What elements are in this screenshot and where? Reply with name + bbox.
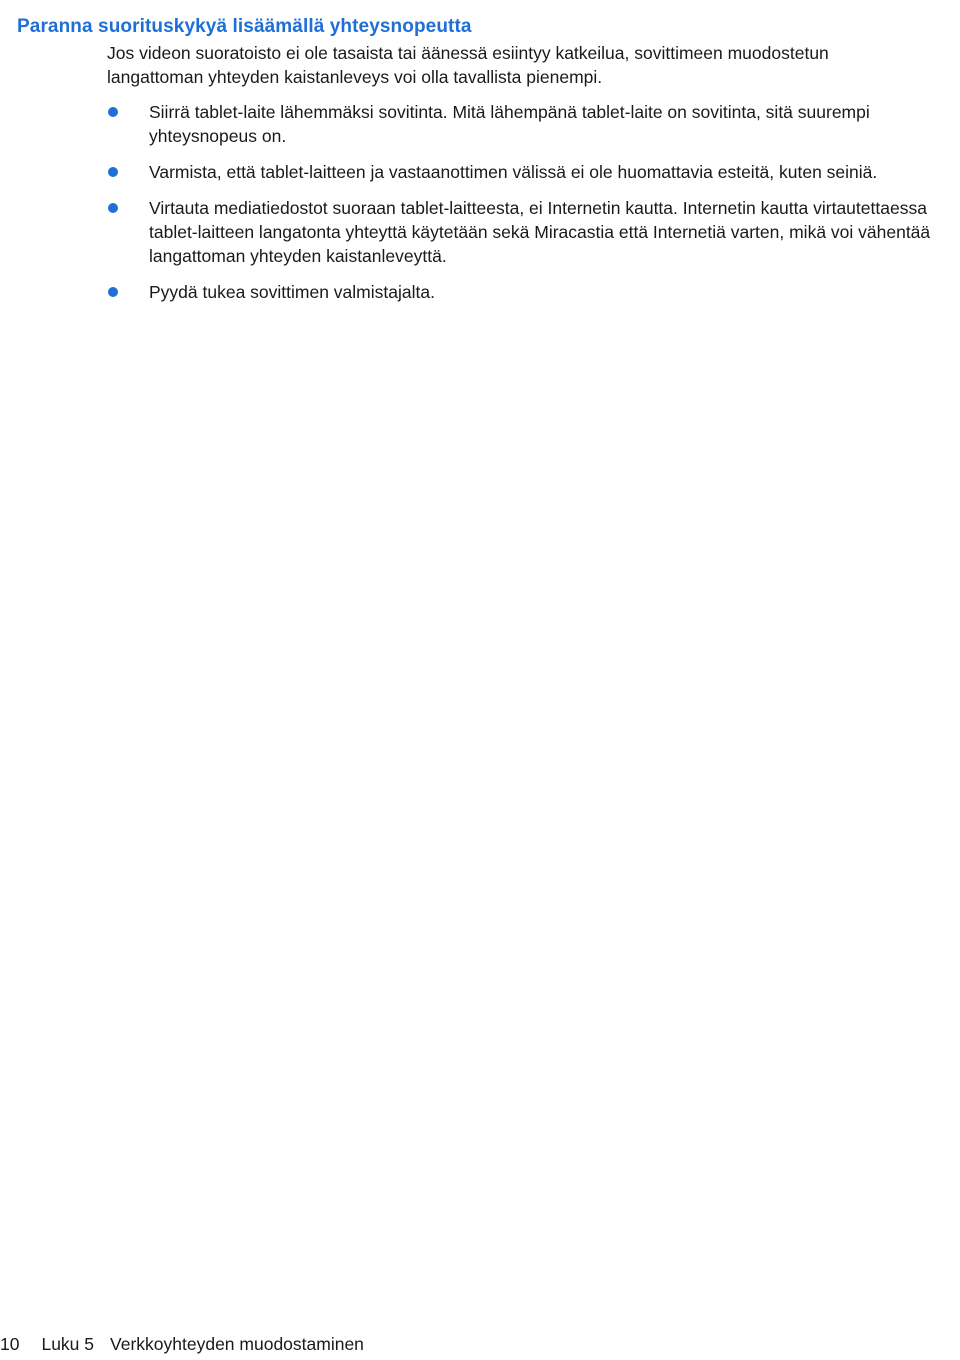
intro-paragraph: Jos videon suoratoisto ei ole tasaista tai äänessä esiintyy katkeilua, sovittimeen muodostetun langattoman yhteyden kaistanleveys voi olla tavallista pienempi.	[107, 43, 829, 87]
list-item	[107, 160, 952, 184]
page-footer	[0, 1334, 364, 1355]
page-number: 10	[0, 1334, 20, 1354]
list-item	[107, 196, 952, 268]
section-heading: Paranna suorituskykyä lisäämällä yhteysnopeutta	[17, 15, 472, 37]
list-item-text: Varmista, että tablet-laitteen ja vastaanottimen välissä ei ole huomattavia esteitä, kuten seiniä.	[149, 162, 878, 182]
list-item-text: Pyydä tukea sovittimen valmistajalta.	[149, 282, 435, 302]
list-item-text: Virtauta mediatiedostot suoraan tablet-laitteesta, ei Internetin kautta. Internetin kautta virtautettaessa tablet-laitteen langatonta yhteyttä käytetään sekä Miracastia että Internetiä varten, mikä voi vähentää langattoman yhteyden kaistanleveyttä.	[149, 198, 931, 266]
bullet-icon	[108, 203, 118, 213]
list-item-text: Siirrä tablet-laite lähemmäksi sovitinta. Mitä lähempänä tablet-laite on sovitinta, sitä suurempi yhteysnopeus on.	[149, 102, 870, 146]
list-item	[107, 100, 952, 148]
bullet-icon	[108, 167, 118, 177]
chapter-title: Verkkoyhteyden muodostaminen	[110, 1334, 364, 1354]
bullet-icon	[108, 287, 118, 297]
bullet-icon	[108, 107, 118, 117]
list-item	[107, 280, 952, 304]
tips-list	[107, 100, 952, 316]
chapter-label: Luku 5	[41, 1334, 95, 1354]
